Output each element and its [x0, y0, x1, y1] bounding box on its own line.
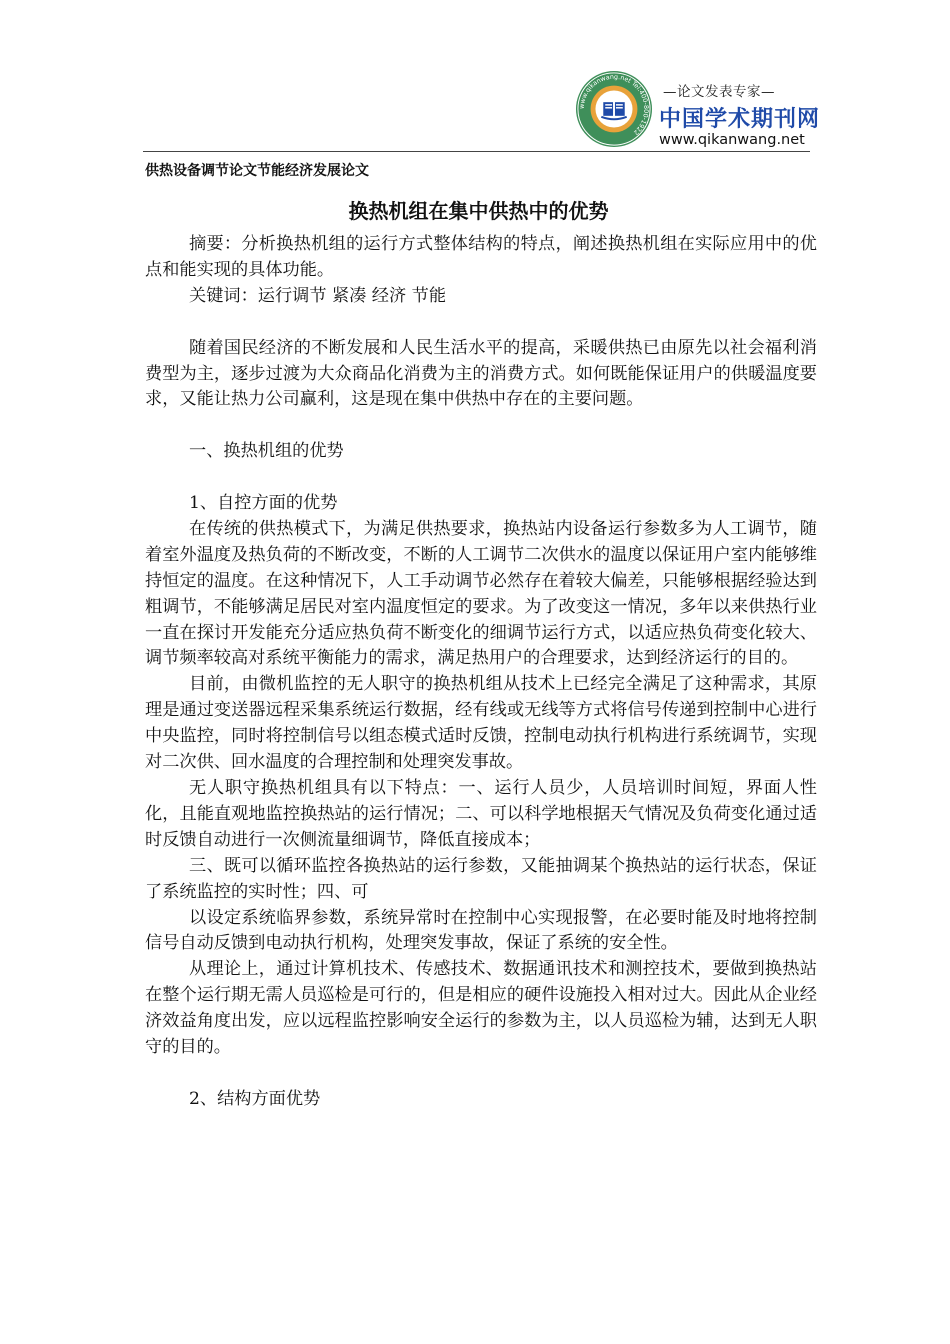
header-title: 供热设备调节论文节能经济发展论文	[145, 163, 369, 179]
logo-site-name: 中国学术期刊网	[659, 107, 821, 132]
section-heading: 一、换热机组的优势	[189, 441, 344, 462]
body-paragraph: 三、既可以循环监控各换热站的运行参数，又能抽调某个换热站的运行状态，保证了系统监控的实时性；四、可	[145, 855, 817, 902]
header-rule	[143, 151, 810, 152]
body-paragraph: 从理论上，通过计算机技术、传感技术、数据通讯技术和测控技术，要做到换热站在整个运行期无需人员巡检是可行的，但是相应的硬件设施投入相对过大。因此从企业经济效益角度出发，应以远程监控影响安全运行的参数为主，以人员巡检为辅，达到无人职守的目的。	[145, 959, 817, 1058]
abstract-paragraph: 摘要：分析换热机组的运行方式整体结构的特点，阐述换热机组在实际应用中的优点和能实现的具体功能。	[145, 234, 817, 280]
site-logo	[575, 70, 835, 160]
svg-text:www.qikanwang.net Tel:400-800: www.qikanwang.net Tel:400-800-1922	[578, 73, 650, 136]
intro-paragraph: 随着国民经济的不断发展和人民生活水平的提高，采暖供热已由原先以社会福利消费型为主，逐步过渡为大众商品化消费为主的消费方式。如何既能保证用户的供暖温度要求，又能让热力公司赢利，这是现在集中供热中存在的主要问题。	[145, 337, 817, 410]
body-paragraph: 在传统的供热模式下，为满足供热要求，换热站内设备运行参数多为人工调节，随着室外温度及热负荷的不断改变，不断的人工调节二次供水的温度以保证用户室内能够维持恒定的温度。在这种情况下，人工手动调节必然存在着较大偏差，只能够根据经验达到粗调节，不能够满足居民对室内温度恒定的要求。为了改变这一情况，多年以来供热行业一直在探讨开发能充分适应热负荷不断变化的细调节运行方式，以适应热负荷变化较大、调节频率较高对系统平衡能力的需求，满足热用户的合理要求，达到经济运行的目的。	[145, 518, 817, 669]
spacer	[145, 310, 817, 336]
spacer	[145, 1061, 817, 1087]
document-title: 换热机组在集中供热中的优势	[348, 199, 609, 223]
subsection-heading: 1、自控方面的优势	[189, 493, 338, 514]
body-paragraph: 以设定系统临界参数，系统异常时在控制中心实现报警，在必要时能及时地将控制信号自动反馈到电动执行机构，处理突发事故，保证了系统的安全性。	[145, 907, 817, 954]
document-body	[145, 232, 817, 1113]
spacer	[145, 413, 817, 439]
logo-tagline: —论文发表专家—	[663, 84, 775, 100]
body-paragraph: 目前，由微机监控的无人职守的换热机组从技术上已经完全满足了这种需求，其原理是通过变送器远程采集系统运行数据，经有线或无线等方式将信号传递到控制中心进行中央监控，同时将控制信号以组态模式适时反馈，控制电动执行机构进行系统调节，实现对二次供、回水温度的合理控制和处理突发事故。	[145, 674, 817, 773]
keywords-line: 关键词：运行调节 紧凑 经济 节能	[189, 285, 447, 306]
body-paragraph: 无人职守换热机组具有以下特点：一、运行人员少，人员培训时间短，界面人性化，且能直观地监控换热站的运行情况；二、可以科学地根据天气情况及负荷变化通过适时反馈自动进行一次侧流量细调节，降低直接成本；	[145, 777, 817, 850]
spacer	[145, 465, 817, 491]
subsection-heading: 2、结构方面优势	[189, 1088, 321, 1109]
logo-url: www.qikanwang.net	[659, 132, 805, 148]
globe-book-seal-icon	[575, 70, 653, 148]
